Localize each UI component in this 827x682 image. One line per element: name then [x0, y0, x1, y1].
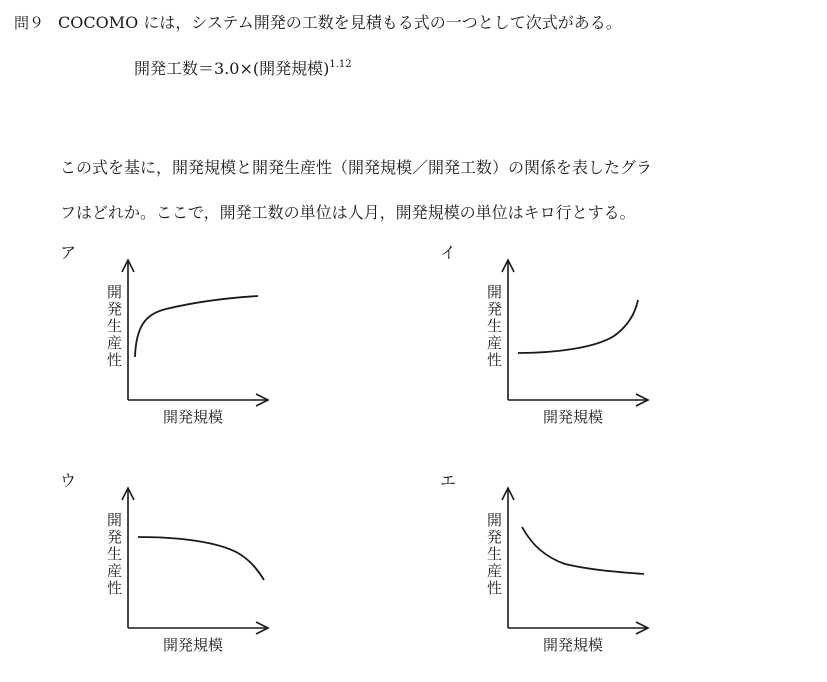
xlabel: 開発規模 [163, 636, 224, 654]
formula-exponent: 1.12 [329, 59, 352, 70]
option-label-a: ア [60, 243, 77, 262]
ylabel-char-5: 性 [107, 579, 123, 597]
ylabel-char-3: 生 [107, 317, 123, 335]
ylabel-char-2: 発 [487, 300, 503, 318]
ylabel-char-1: 開 [107, 283, 123, 301]
xlabel: 開発規模 [163, 408, 224, 426]
ylabel-char-4: 産 [107, 562, 123, 580]
ylabel-char-3: 生 [107, 545, 123, 563]
ylabel-char-4: 産 [487, 334, 503, 352]
xlabel: 開発規模 [543, 408, 604, 426]
question-body-line-2: フはどれか。ここで，開発工数の単位は人月，開発規模の単位はキロ行とする。 [60, 203, 636, 222]
formula [134, 58, 352, 80]
ylabel-char-5: 性 [487, 579, 503, 597]
ylabel-char-2: 発 [107, 300, 123, 318]
ylabel-char-2: 発 [107, 528, 123, 546]
option-label-u: ウ [60, 471, 77, 490]
graph-option-u [100, 480, 280, 660]
graph-option-i [480, 252, 660, 432]
curve-concave-increasing [135, 296, 258, 357]
ylabel-char-1: 開 [107, 511, 123, 529]
xlabel: 開発規模 [543, 636, 604, 654]
ylabel-char-3: 生 [487, 545, 503, 563]
ylabel-char-3: 生 [487, 317, 503, 335]
curve-convex-increasing [518, 300, 638, 353]
option-label-i: イ [440, 243, 457, 262]
ylabel-char-5: 性 [487, 351, 503, 369]
graph-option-e [480, 480, 660, 660]
graph-option-a [100, 252, 280, 432]
ylabel-char-4: 産 [487, 562, 503, 580]
question-intro: COCOMO には，システム開発の工数を見積もる式の一つとして次式がある。 [58, 13, 622, 32]
ylabel-char-2: 発 [487, 528, 503, 546]
formula-base: 開発工数＝3.0×(開発規模) [134, 59, 330, 78]
question-header [14, 12, 622, 34]
option-label-e: エ [440, 471, 457, 490]
ylabel-char-5: 性 [107, 351, 123, 369]
ylabel-char-1: 開 [487, 283, 503, 301]
ylabel-char-1: 開 [487, 511, 503, 529]
curve-convex-decreasing [522, 527, 644, 574]
question-number: 問９ [14, 14, 45, 32]
ylabel-char-4: 産 [107, 334, 123, 352]
curve-concave-decreasing [138, 537, 264, 580]
question-body-line-1: この式を基に，開発規模と開発生産性（開発規模／開発工数）の関係を表したグラ [60, 158, 653, 177]
